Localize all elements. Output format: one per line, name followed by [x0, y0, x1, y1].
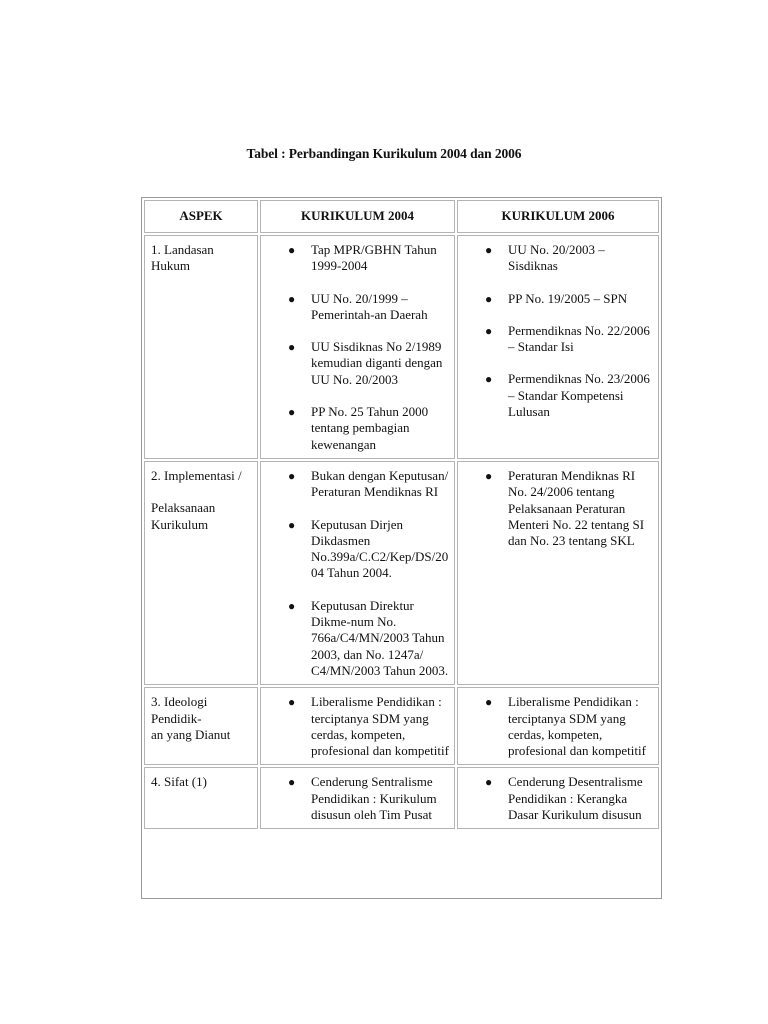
list-item-text: Liberalisme Pendidikan : terciptanya SDM yang cerdas, kompeten, profesional dan kompetitif — [311, 694, 449, 759]
list-item — [464, 242, 654, 275]
aspek-label: Pendidik- — [151, 710, 202, 726]
bullet-icon: ● — [288, 291, 296, 306]
header-aspek: ASPEK — [144, 200, 258, 233]
bullet-icon: ● — [485, 323, 493, 338]
bullet-icon: ● — [485, 243, 493, 257]
bullet-list — [464, 468, 654, 549]
comparison-table — [142, 198, 661, 831]
list-item — [267, 242, 450, 275]
kurikulum-2004-cell — [260, 461, 455, 685]
kurikulum-2004-cell — [260, 235, 455, 459]
kurikulum-2004-cell — [260, 687, 455, 765]
list-item-text: Liberalisme Pendidikan : terciptanya SDM yang cerdas, kompeten, profesional dan kompetitif — [508, 694, 646, 759]
table-row — [144, 687, 659, 765]
list-item — [464, 291, 654, 307]
list-item — [464, 468, 654, 549]
comparison-table-frame — [141, 197, 662, 899]
list-item — [267, 598, 450, 679]
list-item-text: Tap MPR/GBHN Tahun 1999-2004 — [311, 242, 437, 274]
list-item-text: PP No. 19/2005 – SPN — [508, 290, 628, 306]
aspek-label: 1. Landasan — [151, 242, 214, 257]
list-item — [464, 323, 654, 356]
aspek-label: 3. Ideologi — [151, 694, 208, 710]
aspek-cell — [144, 235, 258, 459]
aspek-label: 2. Implementasi / — [151, 467, 242, 483]
bullet-icon: ● — [485, 291, 493, 306]
bullet-icon: ● — [485, 468, 493, 483]
table-body — [144, 235, 659, 829]
list-item-text: Peraturan Mendiknas RI No. 24/2006 tentang Pelaksanaan Peraturan Menteri No. 22 tentang SI dan No. 23 tentang SKL — [508, 467, 645, 549]
list-item-text: Cenderung Sentralisme Pendidikan : Kurikulum disusun oleh Tim Pusat — [311, 774, 437, 823]
list-item — [267, 468, 450, 501]
bullet-list — [267, 468, 450, 679]
list-item-text: Permendiknas No. 22/2006 – Standar Isi — [508, 322, 650, 355]
kurikulum-2006-cell — [457, 687, 659, 765]
aspek-cell — [144, 687, 258, 765]
list-item-text: Permendiknas No. 23/2006 – Standar Kompetensi Lulusan — [508, 371, 650, 420]
list-item-text: PP No. 25 Tahun 2000 tentang pembagian kewenangan — [311, 404, 429, 452]
kurikulum-2006-cell — [457, 461, 659, 685]
bullet-icon: ● — [288, 598, 296, 613]
kurikulum-2006-cell — [457, 235, 659, 459]
bullet-icon: ● — [485, 695, 493, 710]
aspek-label: Kurikulum — [151, 516, 209, 532]
list-item-text: Keputusan Direktur Dikme-num No. 766a/C4/MN/2003 Tahun 2003, dan No. 1247a/ C4/MN/2003 Tahun 2003. — [311, 597, 449, 678]
list-item-text: Keputusan Dirjen Dikdasmen No.399a/C.C2/Kep/DS/2004 Tahun 2004. — [311, 516, 449, 581]
list-item-text: UU No. 20/1999 – Pemerintah-an Daerah — [311, 290, 428, 322]
aspek-label: Pelaksanaan — [151, 500, 216, 516]
bullet-list — [267, 242, 450, 453]
bullet-list — [267, 694, 450, 759]
aspek-label: Hukum — [151, 258, 190, 274]
list-item — [464, 694, 654, 759]
header-kurikulum-2004: KURIKULUM 2004 — [260, 200, 455, 233]
list-item — [267, 404, 450, 453]
list-item — [464, 371, 654, 420]
bullet-list — [267, 774, 450, 823]
list-item — [267, 774, 450, 823]
bullet-icon: ● — [288, 468, 296, 483]
aspek-cell — [144, 767, 258, 829]
bullet-icon: ● — [288, 517, 296, 532]
list-item-text: Cenderung Desentralisme Pendidikan : Kerangka Dasar Kurikulum disusun — [508, 774, 643, 823]
bullet-list — [464, 694, 654, 759]
list-item-text: UU Sisdiknas No 2/1989 kemudian diganti dengan UU No. 20/2003 — [311, 339, 443, 387]
aspek-label: an yang Dianut — [151, 726, 231, 742]
list-item-text: Bukan dengan Keputusan/ Peraturan Mendiknas RI — [311, 467, 449, 500]
list-item — [267, 339, 450, 388]
bullet-icon: ● — [485, 775, 493, 790]
page-title: Tabel : Perbandingan Kurikulum 2004 dan 2006 — [246, 146, 522, 161]
table-row — [144, 767, 659, 829]
kurikulum-2004-cell — [260, 767, 455, 829]
bullet-icon: ● — [288, 695, 296, 710]
bullet-list — [464, 242, 654, 420]
bullet-list — [464, 774, 654, 823]
header-kurikulum-2006: KURIKULUM 2006 — [457, 200, 659, 233]
table-row — [144, 461, 659, 685]
table-header-row — [144, 200, 659, 233]
table-row — [144, 235, 659, 459]
list-item — [267, 694, 450, 759]
aspek-label — [151, 484, 253, 500]
kurikulum-2006-cell — [457, 767, 659, 829]
bullet-icon: ● — [485, 372, 493, 387]
bullet-icon: ● — [288, 405, 296, 420]
list-item — [267, 291, 450, 324]
list-item-text: UU No. 20/2003 – Sisdiknas — [508, 242, 605, 274]
aspek-cell — [144, 461, 258, 685]
bullet-icon: ● — [288, 340, 296, 355]
list-item — [464, 774, 654, 823]
list-item — [267, 517, 450, 582]
bullet-icon: ● — [288, 243, 296, 257]
aspek-label: 4. Sifat (1) — [151, 774, 207, 790]
bullet-icon: ● — [288, 775, 296, 790]
